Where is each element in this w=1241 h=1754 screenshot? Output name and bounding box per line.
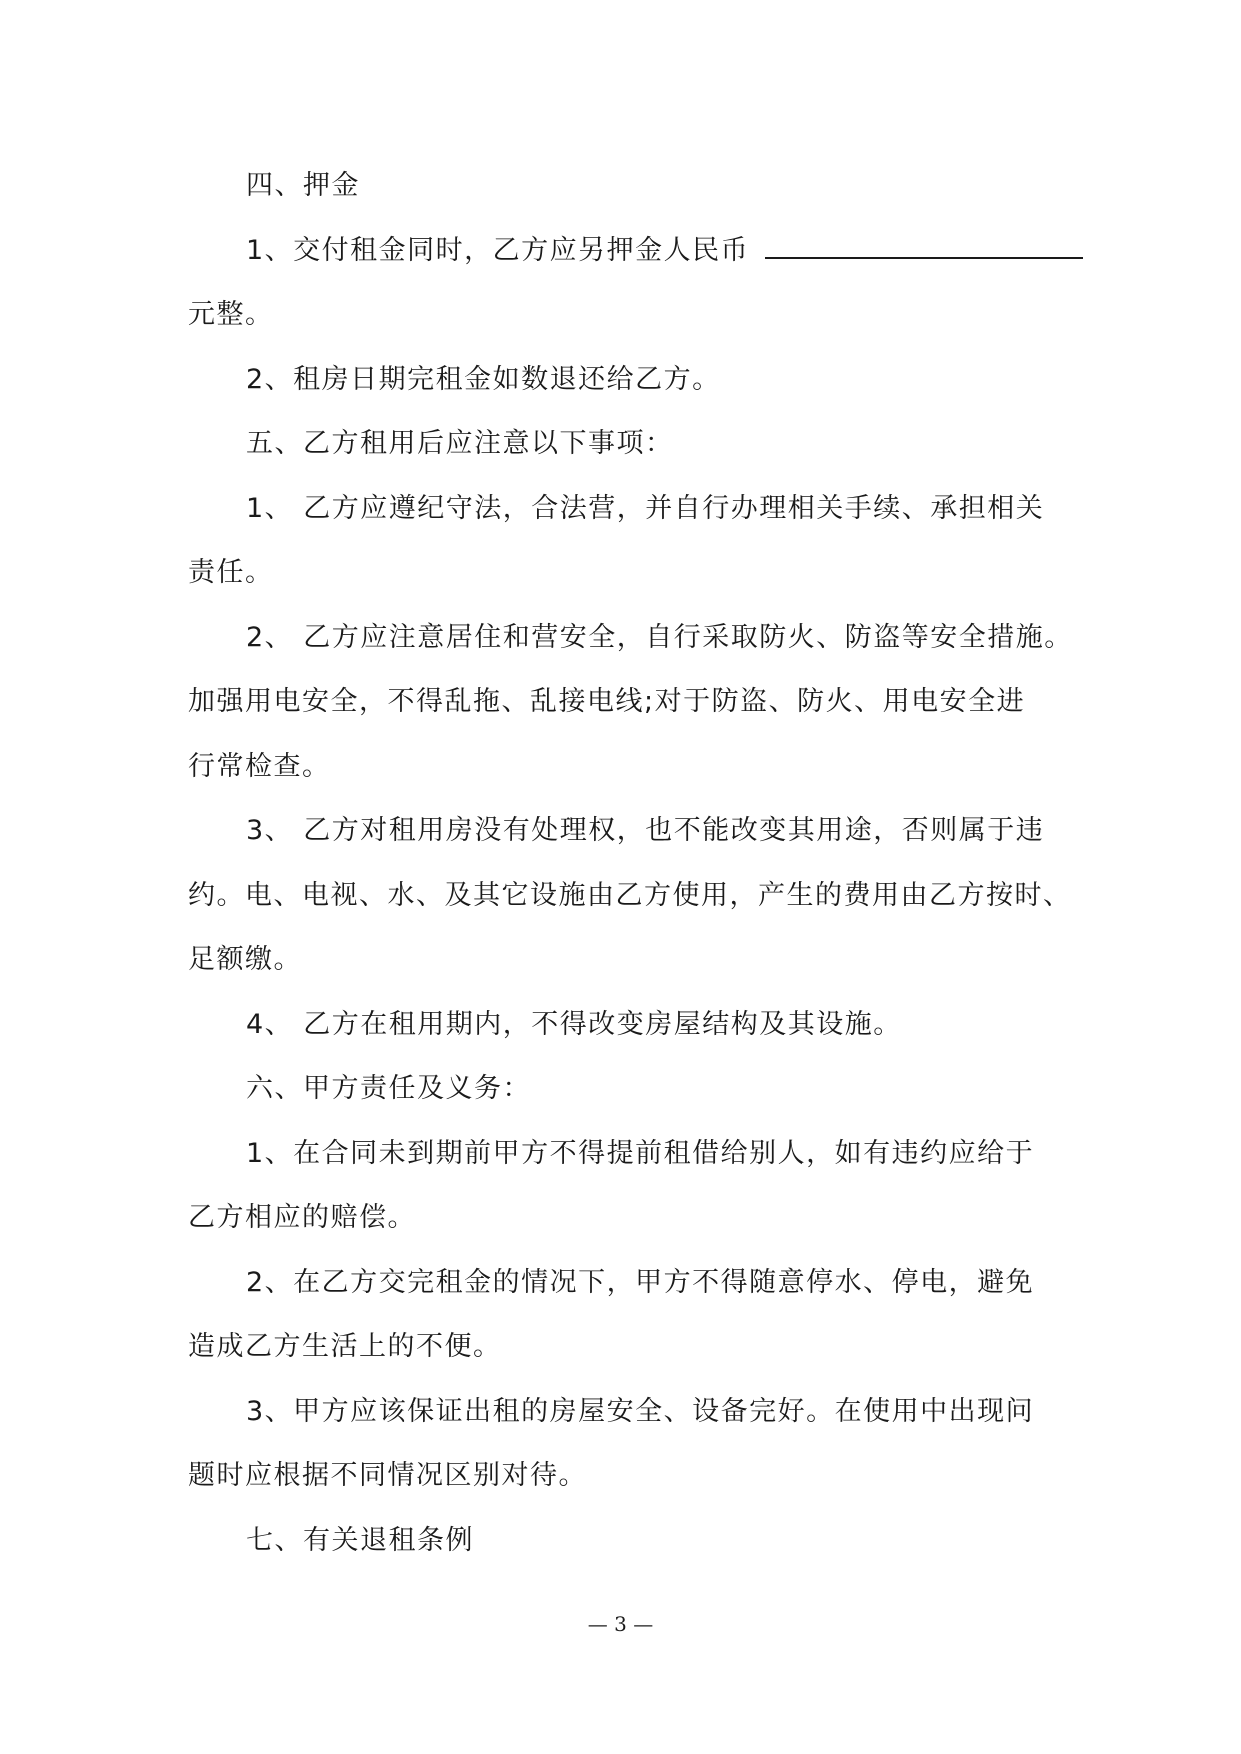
- text-line: [188, 219, 1093, 284]
- text-line: [188, 154, 1093, 219]
- text-line: [188, 1186, 1093, 1251]
- line-text: 题时应根据不同情况区别对待。: [188, 1460, 587, 1491]
- page-number: — 3 —: [587, 1612, 654, 1636]
- text-line: [188, 735, 1093, 800]
- line-text: 1、 乙方应遵纪守法，合法营，并自行办理相关手续、承担相关: [246, 492, 1045, 524]
- text-line: [188, 1251, 1093, 1316]
- line-text: 责任。: [188, 557, 274, 588]
- line-text: 足额缴。: [188, 944, 302, 975]
- line-text: 2、 乙方应注意居住和营安全，自行采取防火、防盗等安全措施。: [246, 621, 1073, 653]
- line-text: 乙方相应的赔偿。: [188, 1202, 416, 1233]
- line-text: 六、甲方责任及义务：: [246, 1073, 531, 1104]
- line-text: 3、 乙方对租用房没有处理权，也不能改变其用途，否则属于违: [246, 815, 1045, 846]
- text-line: [188, 1122, 1093, 1187]
- line-text: 行常检查。: [188, 750, 331, 782]
- text-line: [188, 541, 1093, 606]
- text-line: [188, 606, 1093, 671]
- line-text: 四、押金: [246, 170, 360, 201]
- text-line: [188, 477, 1093, 542]
- line-text: 加强用电安全，不得乱拖、乱接电线;对于防盗、防火、用电安全进: [188, 686, 1026, 717]
- text-line: [188, 1444, 1093, 1509]
- text-line: [188, 1057, 1093, 1122]
- text-line: [188, 864, 1093, 929]
- line-text: 1、在合同未到期前甲方不得提前租借给别人，如有违约应给于: [246, 1137, 1035, 1169]
- text-line: [188, 799, 1093, 864]
- text-line: [188, 993, 1093, 1058]
- line-text: 2、租房日期完租金如数退还给乙方。: [246, 363, 721, 395]
- line-text: 七、有关退租条例: [246, 1524, 474, 1556]
- text-line: [188, 1380, 1093, 1445]
- line-text: 2、在乙方交完租金的情况下，甲方不得随意停水、停电，避免: [246, 1266, 1035, 1298]
- line-text: 造成乙方生活上的不便。: [188, 1331, 502, 1362]
- text-line: [188, 1509, 1093, 1574]
- text-line: [188, 670, 1093, 735]
- line-text: 元整。: [188, 299, 274, 330]
- document-body: [188, 154, 1093, 1573]
- amount-blank-line: [765, 257, 1083, 259]
- line-text: 1、交付租金同时，乙方应另押金人民币: [246, 234, 750, 266]
- line-text: 约。电、电视、水、及其它设施由乙方使用，产生的费用由乙方按时、: [188, 879, 1072, 911]
- line-text: 4、 乙方在租用期内，不得改变房屋结构及其设施。: [246, 1008, 902, 1040]
- line-text: 3、甲方应该保证出租的房屋安全、设备完好。在使用中出现问: [246, 1395, 1035, 1427]
- text-line: [188, 1315, 1093, 1380]
- text-line: [188, 348, 1093, 413]
- text-line: [188, 412, 1093, 477]
- line-text: 五、乙方租用后应注意以下事项：: [246, 428, 674, 459]
- text-line: [188, 928, 1093, 993]
- text-line: [188, 283, 1093, 348]
